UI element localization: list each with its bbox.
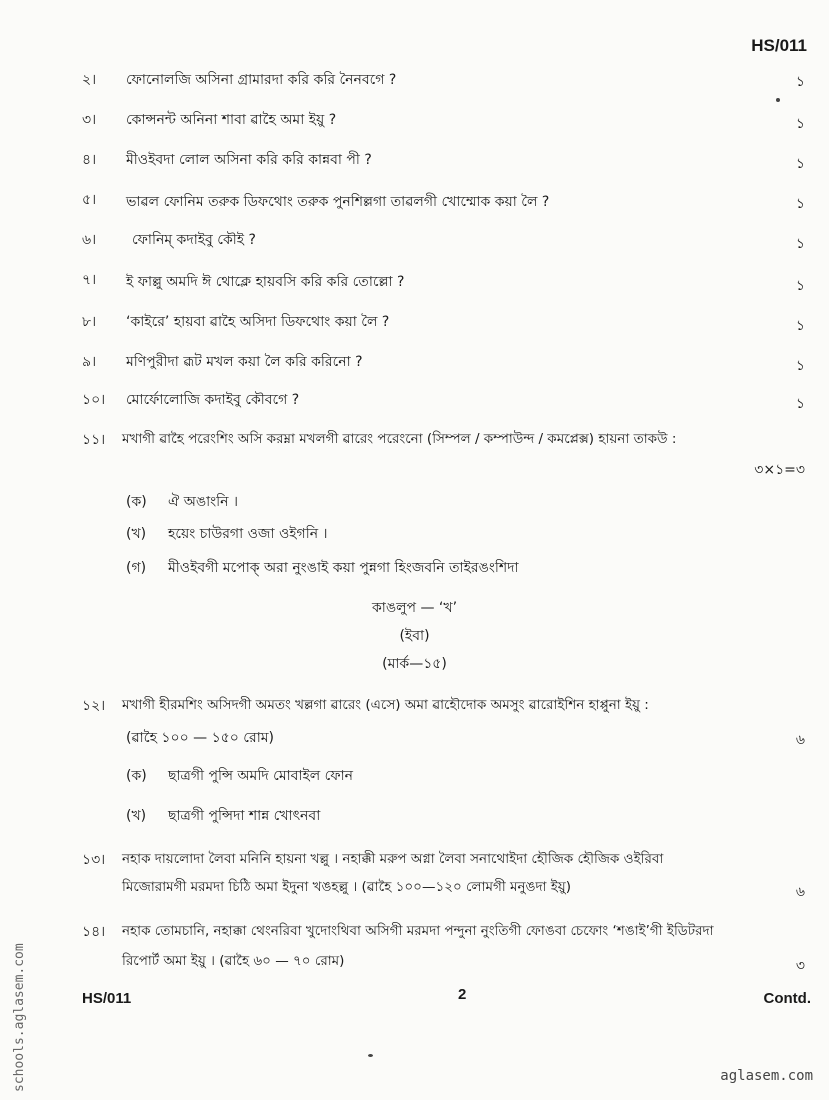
question-mark: ১ — [795, 318, 805, 334]
question-text: ফোনোলজি অসিনা গ্ৰামারদা করি করি নৈনবগে ? — [126, 72, 397, 88]
question-text-line-2: রিপোর্ট অমা ইয়ু । (ৱাহৈ ৬০ — ৭০ রোম) — [122, 953, 345, 969]
question-text: মখাগী ৱাহৈ পরেংশিং অসি করম্না মখলগী ৱারেং পরেংনো (সিম্পল / কম্পাউন্দ / কমপ্লেক্স) হায়না তাকউ : — [122, 431, 677, 447]
section-title: কাঙলুপ — ‘খ’ — [371, 600, 458, 616]
bottom-watermark: aglasem.com — [720, 1068, 813, 1084]
option-text: হয়েং চাউরগা ওজা ওইগনি । — [168, 526, 328, 542]
question-text-line-1: নহাক দায়লোদা লৈবা মনিনি হায়না খল্লু । নহাক্কী মরুপ অগ্না লৈবা সনাথোইদা হৌজিক হৌজিক ওইরিবা — [122, 851, 664, 867]
question-text: ভাৱল ফোনিম তরুক ডিফথোং তরুক পুনশিল্লগা তাৱলগী খোম্মোক কয়া লৈ ? — [126, 194, 550, 210]
question-text: ‘কাইরে’ হায়বা ৱাহৈ অসিদা ডিফথোং কয়া লৈ ? — [126, 314, 390, 330]
question-mark: ১ — [795, 116, 805, 132]
option-label: (ক) — [126, 768, 147, 784]
option-label: (খ) — [126, 526, 147, 542]
question-text: মণিপুরীদা ৱূট মখল কয়া লৈ করি করিনো ? — [126, 354, 363, 370]
option-label: (ক) — [126, 494, 147, 510]
question-mark: ১ — [795, 74, 805, 90]
option-text: ছাত্রগী পুন্সি অমদি মোবাইল ফোন — [168, 768, 353, 784]
question-number: ১৩। — [82, 852, 106, 868]
question-text: মোর্ফোলোজি কদাইবু কৌবগে ? — [126, 392, 300, 408]
question-mark: ১ — [795, 196, 805, 212]
question-number: ৮। — [82, 314, 97, 330]
question-number: ৪। — [82, 152, 97, 168]
question-text: মখাগী হীরমশিং অসিদগী অমতং খল্লগা ৱারেং (এসে) অমা ৱাহৌদোক অমসুং ৱারোইশিন হাপ্পুনা ইয়ু : — [122, 697, 649, 713]
question-number: ১০। — [82, 392, 106, 408]
question-mark: ৩ — [795, 958, 805, 974]
question-mark: ৩×১=৩ — [754, 462, 805, 478]
continued-label: Contd. — [763, 990, 811, 1007]
scan-speck — [776, 98, 780, 102]
question-mark: ৬ — [795, 884, 805, 900]
question-mark: ১ — [795, 396, 805, 412]
question-text: ফোনিম্ কদাইবু কৌই ? — [132, 232, 256, 248]
option-label: (গ) — [126, 560, 147, 576]
option-text: ছাত্রগী পুন্সিদা শান্ন খোৎনবা — [168, 808, 321, 824]
question-number: ৭। — [82, 272, 97, 288]
question-number: ১১। — [82, 432, 106, 448]
question-mark: ১ — [795, 358, 805, 374]
question-number: ২। — [82, 72, 97, 88]
option-text: ঐ অঙাংনি । — [168, 494, 238, 510]
question-number: ১৪। — [82, 924, 106, 940]
question-number: ৩। — [82, 112, 97, 128]
question-text-line-1: নহাক তোমচানি, নহাক্কা থেংনরিবা খুদোংথিবা অসিগী মরমদা পন্দুনা নুংতিগী ফোঙবা চেফোং ‘শঙাই’গী ইডিটরদা — [122, 923, 714, 939]
paper-code-top: HS/011 — [751, 36, 807, 55]
question-number: ৫। — [82, 192, 97, 208]
option-label: (খ) — [126, 808, 147, 824]
word-limit: (ৱাহৈ ১০০ — ১৫০ রোম) — [126, 730, 274, 746]
question-text: ই ফাল্লু অমদি ঈ থোক্লে হায়বসি করি করি তোল্লো ? — [126, 274, 405, 290]
section-subtitle: (ইবা) — [399, 628, 430, 644]
question-mark: ১ — [795, 156, 805, 172]
question-mark: ৬ — [795, 732, 805, 748]
question-text: মীওইবদা লোল অসিনা করি করি কান্নবা পী ? — [126, 152, 372, 168]
footer-paper-code: HS/011 — [82, 990, 132, 1007]
question-number: ৯। — [82, 354, 97, 370]
scan-speck — [368, 1054, 373, 1057]
question-number: ৬। — [82, 232, 97, 248]
page-number: 2 — [458, 986, 467, 1003]
question-mark: ১ — [795, 278, 805, 294]
section-marks: (মার্ক—১৫) — [382, 656, 447, 672]
option-text: মীওইবগী মপোক্ অরা নুংঙাই কয়া পুন্নগা হিংজবনি তাইরঙংশিদা — [168, 560, 519, 576]
question-text: কোন্সনন্ট অনিনা শাবা ৱাহৈ অমা ইয়ু ? — [126, 112, 337, 128]
side-watermark: schools.aglasem.com — [12, 943, 27, 1092]
question-text-line-2: মিজোরামগী মরমদা চিঠি অমা ইদুনা খঙহল্লু । (ৱাহৈ ১০০—১২০ লোমগী মনুঙদা ইয়ু) — [122, 879, 571, 895]
question-mark: ১ — [795, 236, 805, 252]
question-number: ১২। — [82, 698, 106, 714]
